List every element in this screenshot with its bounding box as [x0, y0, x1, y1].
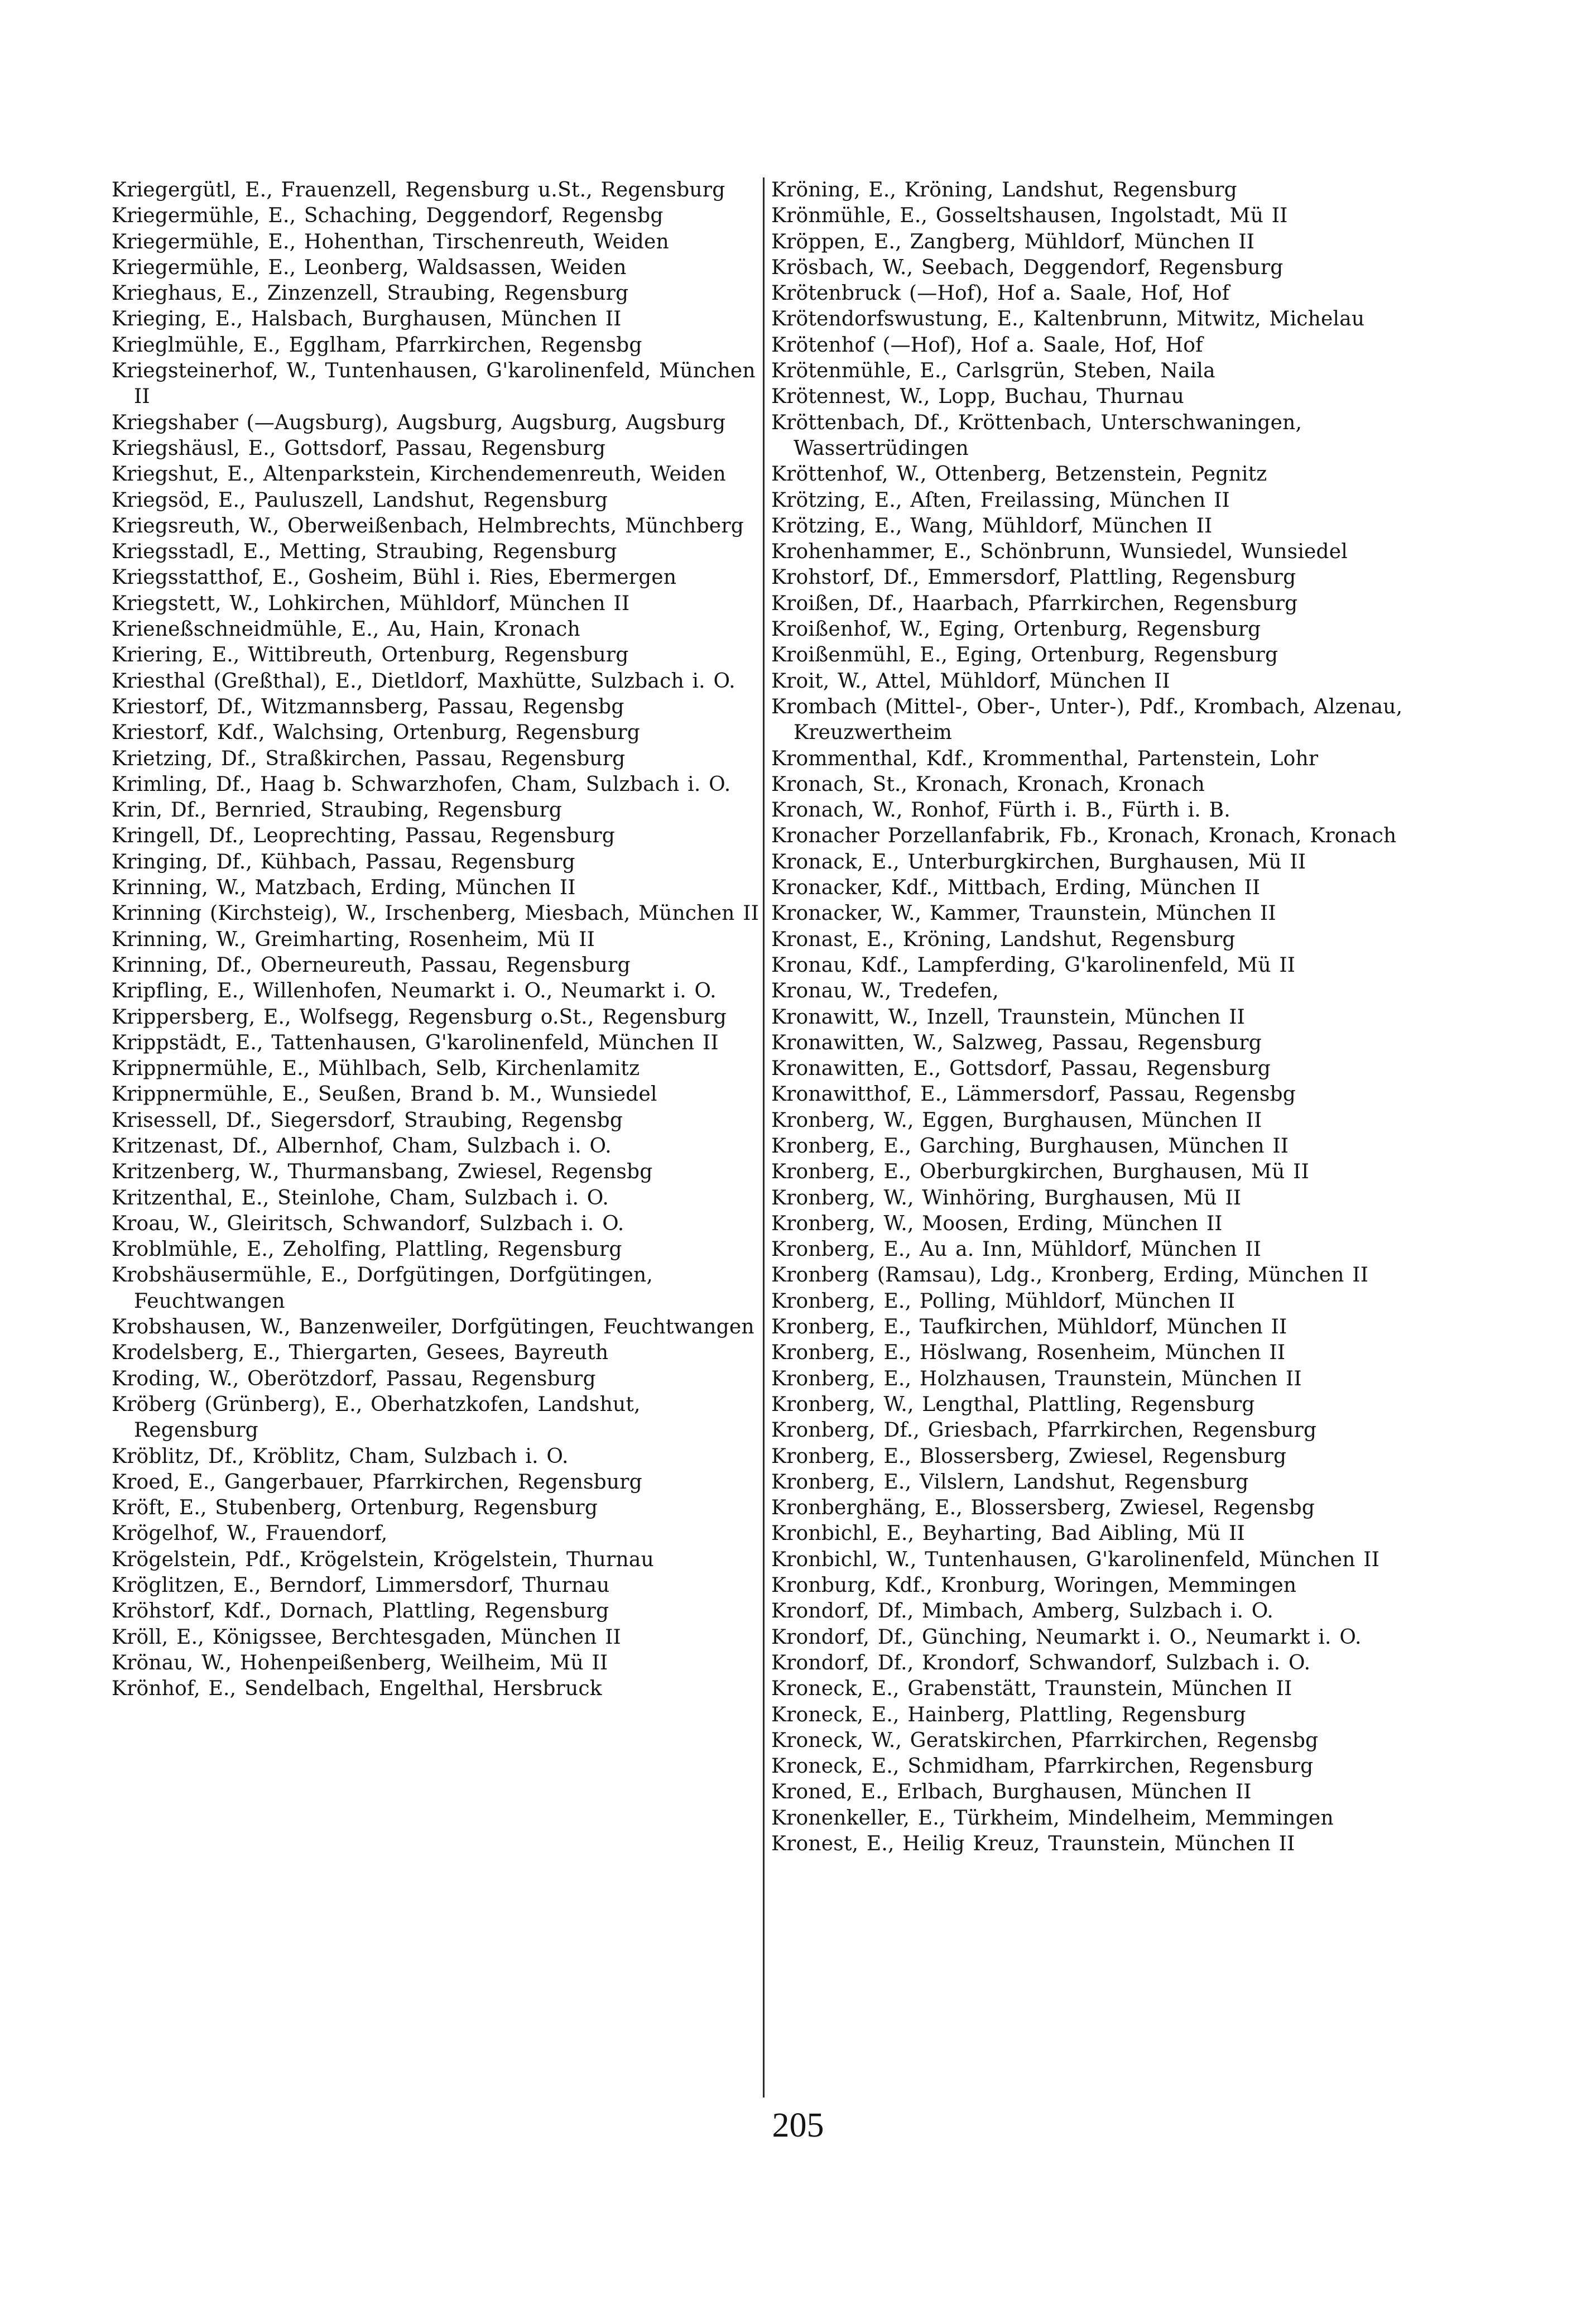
gazetteer-entry: Kroneck, W., Geratskirchen, Pfarrkirchen, Regensbg	[771, 1729, 1319, 1752]
gazetteer-entry: Krin, Df., Bernried, Straubing, Regensburg	[112, 799, 563, 822]
gazetteer-entry: Kritzenthal, E., Steinlohe, Cham, Sulzbach i. O.	[112, 1186, 609, 1210]
gazetteer-entry: Kroneck, E., Grabenstätt, Traunstein, München II	[771, 1677, 1292, 1701]
gazetteer-entry: Krötzing, E., Aſten, Freilassing, München II	[771, 488, 1230, 512]
gazetteer-entry: Kronberg, E., Vilslern, Landshut, Regensburg	[771, 1470, 1249, 1494]
gazetteer-entry: Kronast, E., Kröning, Landshut, Regensburg	[771, 928, 1236, 951]
gazetteer-entry: Kröberg (Grünberg), E., Oberhatzkofen, Landshut, Regensburg	[112, 1393, 641, 1442]
gazetteer-entry: Krötennest, W., Lopp, Buchau, Thurnau	[771, 385, 1184, 409]
gazetteer-entry: Krinning, W., Greimharting, Rosenheim, Mü II	[112, 928, 595, 951]
gazetteer-entry: Kriering, E., Wittibreuth, Ortenburg, Regensburg	[112, 644, 629, 667]
gazetteer-entry: Krieging, E., Halsbach, Burghausen, München II	[112, 308, 622, 331]
gazetteer-entry: Kriegsstatthof, E., Gosheim, Bühl i. Ries, Ebermergen	[112, 566, 677, 589]
gazetteer-entry: Kroneck, E., Hainberg, Plattling, Regensburg	[771, 1703, 1246, 1726]
gazetteer-entry: Krötenbruck (—Hof), Hof a. Saale, Hof, Hof	[771, 282, 1230, 305]
gazetteer-entry: Krobshausen, W., Banzenweiler, Dorfgütingen, Feuchtwangen	[112, 1316, 754, 1339]
gazetteer-entry: Krondorf, Df., Mimbach, Amberg, Sulzbach i. O.	[771, 1600, 1274, 1623]
page-number: 205	[772, 2106, 824, 2144]
gazetteer-entry: Kroißenmühl, E., Eging, Ortenburg, Regensburg	[771, 644, 1278, 667]
gazetteer-entry: Kriegsöd, E., Pauluszell, Landshut, Regensburg	[112, 488, 608, 512]
gazetteer-entry: Krombach (Mittel-, Ober-, Unter-), Pdf., Krombach, Alzenau, Kreuzwertheim	[771, 695, 1403, 745]
gazetteer-entry: Kronbichl, W., Tuntenhausen, G'karolinenfeld, München II	[771, 1548, 1380, 1571]
gazetteer-entry: Krieneßschneidmühle, E., Au, Hain, Kronach	[112, 618, 580, 641]
gazetteer-entry: Kronberg, W., Eggen, Burghausen, München II	[771, 1108, 1262, 1132]
gazetteer-entry: Kriegermühle, E., Schaching, Deggendorf, Regensbg	[112, 204, 664, 228]
gazetteer-entry: Kronach, W., Ronhof, Fürth i. B., Fürth i. B.	[771, 799, 1230, 822]
gazetteer-entry: Kronberg, E., Au a. Inn, Mühldorf, München II	[771, 1238, 1262, 1261]
gazetteer-entry: Kronacker, Kdf., Mittbach, Erding, München II	[771, 876, 1261, 900]
gazetteer-entry: Kröppen, E., Zangberg, Mühldorf, München II	[771, 230, 1255, 253]
gazetteer-entry: Kronau, Kdf., Lampferding, G'karolinenfeld, Mü II	[771, 953, 1296, 977]
gazetteer-entry: Kronest, E., Heilig Kreuz, Traunstein, München II	[771, 1832, 1295, 1855]
gazetteer-entry: Kronberghäng, E., Blossersberg, Zwiesel, Regensbg	[771, 1496, 1315, 1520]
gazetteer-entry: Krinning, W., Matzbach, Erding, München II	[112, 876, 576, 900]
gazetteer-entry: Kripfling, E., Willenhofen, Neumarkt i. O., Neumarkt i. O.	[112, 980, 717, 1003]
gazetteer-entry: Krondorf, Df., Günching, Neumarkt i. O., Neumarkt i. O.	[771, 1625, 1362, 1649]
gazetteer-entry: Kronenkeller, E., Türkheim, Mindelheim, Memmingen	[771, 1806, 1334, 1830]
gazetteer-entry: Kronberg, Df., Griesbach, Pfarrkirchen, Regensburg	[771, 1419, 1317, 1442]
gazetteer-entry: Krögelhof, W., Frauendorf,	[112, 1522, 388, 1546]
gazetteer-entry: Krippnermühle, E., Seußen, Brand b. M., Wunsiedel	[112, 1083, 657, 1106]
gazetteer-entry: Kronawitten, W., Salzweg, Passau, Regensburg	[771, 1031, 1262, 1054]
gazetteer-entry: Krippnermühle, E., Mühlbach, Selb, Kirchenlamitz	[112, 1057, 640, 1081]
gazetteer-entry: Kroit, W., Attel, Mühldorf, München II	[771, 669, 1170, 693]
gazetteer-entry: Krötenhof (—Hof), Hof a. Saale, Hof, Hof	[771, 333, 1203, 357]
gazetteer-entry: Krönmühle, E., Gosseltshausen, Ingolstadt, Mü II	[771, 204, 1288, 228]
gazetteer-entry: Kronawitthof, E., Lämmersdorf, Passau, Regensbg	[771, 1083, 1296, 1106]
gazetteer-entry: Krönhof, E., Sendelbach, Engelthal, Hersbruck	[112, 1677, 602, 1701]
gazetteer-entry: Kronberg (Ramsau), Ldg., Kronberg, Erding, München II	[771, 1264, 1369, 1287]
gazetteer-entry: Kroneck, E., Schmidham, Pfarrkirchen, Regensburg	[771, 1755, 1314, 1778]
gazetteer-entry: Kroed, E., Gangerbauer, Pfarrkirchen, Regensburg	[112, 1470, 642, 1494]
gazetteer-entry: Kriegsteinerhof, W., Tuntenhausen, G'karolinenfeld, München II	[112, 359, 756, 409]
gazetteer-entry: Kroned, E., Erlbach, Burghausen, München II	[771, 1780, 1252, 1804]
left-column	[112, 177, 765, 2100]
gazetteer-entry: Kriestorf, Df., Witzmannsberg, Passau, Regensbg	[112, 695, 624, 718]
gazetteer-entry: Kronacher Porzellanfabrik, Fb., Kronach, Kronach, Kronach	[771, 824, 1397, 848]
gazetteer-entry: Krötzing, E., Wang, Mühldorf, München II	[771, 514, 1213, 537]
gazetteer-entry: Krommenthal, Kdf., Krommenthal, Partenstein, Lohr	[771, 747, 1319, 770]
gazetteer-entry: Krohstorf, Df., Emmersdorf, Plattling, Regensburg	[771, 566, 1296, 589]
gazetteer-entry: Kröft, E., Stubenberg, Ortenburg, Regensburg	[112, 1496, 598, 1520]
gazetteer-entry: Krönau, W., Hohenpeißenberg, Weilheim, Mü II	[112, 1651, 608, 1674]
gazetteer-entry: Kroding, W., Oberötzdorf, Passau, Regensburg	[112, 1367, 596, 1390]
gazetteer-entry: Krohenhammer, E., Schönbrunn, Wunsiedel, Wunsiedel	[771, 540, 1348, 564]
gazetteer-entry: Kriegergütl, E., Frauenzell, Regensburg u.St., Regensburg	[112, 179, 725, 201]
gazetteer-entry: Kriesthal (Greßthal), E., Dietldorf, Maxhütte, Sulzbach i. O.	[112, 669, 735, 693]
gazetteer-entry: Kronberg, E., Polling, Mühldorf, München II	[771, 1289, 1236, 1313]
gazetteer-entry: Kronawitt, W., Inzell, Traunstein, München II	[771, 1005, 1246, 1029]
gazetteer-entry: Kronberg, W., Moosen, Erding, München II	[771, 1212, 1223, 1235]
gazetteer-entry: Krötenmühle, E., Carlsgrün, Steben, Naila	[771, 359, 1215, 383]
gazetteer-entry: Kronberg, E., Holzhausen, Traunstein, München II	[771, 1367, 1302, 1390]
gazetteer-entry: Kroißen, Df., Haarbach, Pfarrkirchen, Regensburg	[771, 592, 1298, 615]
gazetteer-entry: Kronburg, Kdf., Kronburg, Woringen, Memmingen	[771, 1574, 1297, 1597]
gazetteer-entry: Kröblitz, Df., Kröblitz, Cham, Sulzbach i. O.	[112, 1444, 569, 1468]
column-divider	[763, 177, 765, 2098]
right-column	[771, 177, 1424, 2100]
gazetteer-entry: Kröning, E., Kröning, Landshut, Regensburg	[771, 179, 1237, 201]
gazetteer-entry: Kroblmühle, E., Zeholfing, Plattling, Regensburg	[112, 1238, 622, 1261]
gazetteer-entry: Kriegstett, W., Lohkirchen, Mühldorf, München II	[112, 592, 630, 615]
gazetteer-entry: Krippstädt, E., Tattenhausen, G'karolinenfeld, München II	[112, 1031, 719, 1054]
gazetteer-entry: Kronbichl, E., Beyharting, Bad Aibling, Mü II	[771, 1522, 1245, 1546]
gazetteer-entry: Krippersberg, E., Wolfsegg, Regensburg o.St., Regensburg	[112, 1005, 727, 1029]
gazetteer-entry: Kroißenhof, W., Eging, Ortenburg, Regensburg	[771, 618, 1261, 641]
gazetteer-entry: Krondorf, Df., Krondorf, Schwandorf, Sulzbach i. O.	[771, 1651, 1311, 1674]
gazetteer-entry: Kriegermühle, E., Leonberg, Waldsassen, Weiden	[112, 256, 627, 279]
gazetteer-entry: Kringell, Df., Leoprechting, Passau, Regensburg	[112, 824, 616, 848]
gazetteer-entry: Kronawitten, E., Gottsdorf, Passau, Regensburg	[771, 1057, 1271, 1081]
gazetteer-entry: Kriegsreuth, W., Oberweißenbach, Helmbrechts, Münchberg	[112, 514, 744, 537]
gazetteer-entry: Krobshäusermühle, E., Dorfgütingen, Dorfgütingen, Feuchtwangen	[112, 1264, 653, 1313]
gazetteer-entry: Kriegermühle, E., Hohenthan, Tirschenreuth, Weiden	[112, 230, 669, 253]
gazetteer-entry: Kriestorf, Kdf., Walchsing, Ortenburg, Regensburg	[112, 721, 641, 745]
gazetteer-entry: Kronach, St., Kronach, Kronach, Kronach	[771, 772, 1205, 796]
gazetteer-entry: Kronberg, W., Winhöring, Burghausen, Mü II	[771, 1186, 1242, 1210]
gazetteer-entry: Kronacker, W., Kammer, Traunstein, München II	[771, 902, 1276, 925]
gazetteer-entry: Krösbach, W., Seebach, Deggendorf, Regensburg	[771, 256, 1283, 279]
gazetteer-entry: Kronberg, E., Höslwang, Rosenheim, München II	[771, 1341, 1286, 1365]
gazetteer-entry: Kriegshäusl, E., Gottsdorf, Passau, Regensburg	[112, 436, 606, 460]
gazetteer-entry: Kröhstorf, Kdf., Dornach, Plattling, Regensburg	[112, 1600, 609, 1623]
gazetteer-entry: Kronberg, E., Garching, Burghausen, München II	[771, 1134, 1289, 1158]
gazetteer-entry: Kringing, Df., Kühbach, Passau, Regensburg	[112, 850, 575, 873]
gazetteer-entry: Kröttenhof, W., Ottenberg, Betzenstein, Pegnitz	[771, 463, 1267, 486]
gazetteer-entry: Kronberg, W., Lengthal, Plattling, Regensburg	[771, 1393, 1255, 1416]
gazetteer-entry: Kritzenberg, W., Thurmansbang, Zwiesel, Regensbg	[112, 1160, 653, 1184]
gazetteer-entry: Krögelstein, Pdf., Krögelstein, Krögelstein, Thurnau	[112, 1548, 654, 1571]
gazetteer-entry: Kronberg, E., Taufkirchen, Mühldorf, München II	[771, 1316, 1287, 1339]
gazetteer-entry: Krimling, Df., Haag b. Schwarzhofen, Cham, Sulzbach i. O.	[112, 772, 731, 796]
gazetteer-entry: Kriegsstadl, E., Metting, Straubing, Regensburg	[112, 540, 617, 564]
gazetteer-entry: Krodelsberg, E., Thiergarten, Gesees, Bayreuth	[112, 1341, 609, 1365]
gazetteer-entry: Krietzing, Df., Straßkirchen, Passau, Regensburg	[112, 747, 626, 770]
gazetteer-entry: Krisessell, Df., Siegersdorf, Straubing, Regensbg	[112, 1108, 623, 1132]
gazetteer-entry: Kröttenbach, Df., Kröttenbach, Unterschwaningen, Wassertrüdingen	[771, 411, 1302, 460]
gazetteer-entry: Kroau, W., Gleiritsch, Schwandorf, Sulzbach i. O.	[112, 1212, 624, 1235]
gazetteer-entry: Krinning, Df., Oberneureuth, Passau, Regensburg	[112, 953, 631, 977]
gazetteer-entry: Krötendorfswustung, E., Kaltenbrunn, Mitwitz, Michelau	[771, 308, 1365, 331]
gazetteer-entry: Krieghaus, E., Zinzenzell, Straubing, Regensburg	[112, 282, 629, 305]
gazetteer-entry: Krieglmühle, E., Egglham, Pfarrkirchen, Regensbg	[112, 333, 642, 357]
gazetteer-entry: Kröll, E., Königssee, Berchtesgaden, München II	[112, 1625, 621, 1649]
gazetteer-entry: Kronberg, E., Blossersberg, Zwiesel, Regensburg	[771, 1444, 1287, 1468]
gazetteer-entry: Kronberg, E., Oberburgkirchen, Burghausen, Mü II	[771, 1160, 1309, 1184]
gazetteer-entry: Kröglitzen, E., Berndorf, Limmersdorf, Thurnau	[112, 1574, 610, 1597]
gazetteer-entry: Kritzenast, Df., Albernhof, Cham, Sulzbach i. O.	[112, 1134, 612, 1158]
gazetteer-entry: Kronack, E., Unterburgkirchen, Burghausen, Mü II	[771, 850, 1306, 873]
gazetteer-entry: Kriegshut, E., Altenparkstein, Kirchendemenreuth, Weiden	[112, 463, 726, 486]
gazetteer-entry: Kriegshaber (—Augsburg), Augsburg, Augsburg, Augsburg	[112, 411, 726, 434]
gazetteer-entry: Kronau, W., Tredefen,	[771, 980, 999, 1003]
gazetteer-entry: Krinning (Kirchsteig), W., Irschenberg, Miesbach, München II	[112, 902, 759, 925]
